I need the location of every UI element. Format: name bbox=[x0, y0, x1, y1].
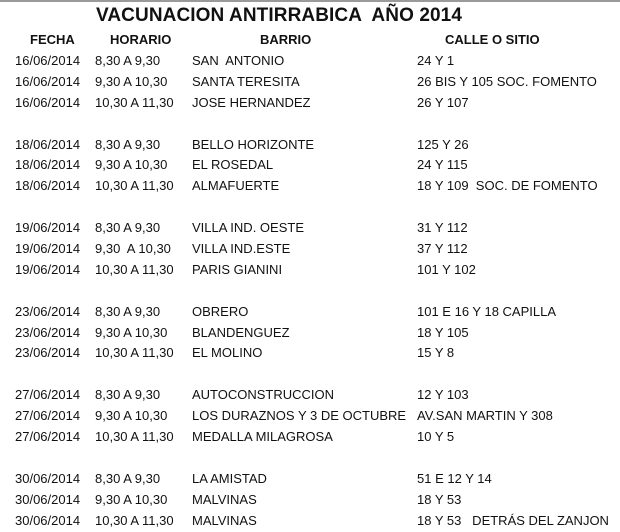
group-spacer bbox=[0, 281, 620, 302]
cell-barrio: VILLA IND. OESTE bbox=[192, 220, 304, 236]
cell-barrio: SAN ANTONIO bbox=[192, 53, 285, 68]
table-row bbox=[0, 51, 620, 72]
cell-horario: 8,30 A 9,30 bbox=[95, 53, 161, 68]
table-row bbox=[0, 260, 620, 281]
cell-horario: 9,30 A 10,30 bbox=[95, 241, 171, 257]
table-row bbox=[0, 218, 620, 239]
group-spacer bbox=[0, 364, 620, 385]
header-calle: CALLE O SITIO bbox=[445, 32, 540, 47]
cell-fecha: 30/06/2014 bbox=[15, 491, 81, 507]
cell-calle: 125 Y 26 bbox=[417, 136, 469, 152]
cell-horario: 8,30 A 9,30 bbox=[95, 470, 161, 486]
cell-barrio: LOS DURAZNOS Y 3 DE OCTUBRE bbox=[192, 408, 407, 424]
header-fecha: FECHA bbox=[30, 32, 75, 47]
cell-calle: 26 Y 107 bbox=[417, 94, 469, 110]
cell-fecha: 19/06/2014 bbox=[15, 220, 81, 236]
cell-horario: 9,30 A 10,30 bbox=[95, 73, 168, 89]
cell-calle: 24 Y 1 bbox=[417, 53, 455, 68]
table-row bbox=[0, 343, 620, 364]
cell-fecha: 23/06/2014 bbox=[15, 324, 81, 340]
cell-fecha: 19/06/2014 bbox=[15, 261, 81, 277]
cell-fecha: 18/06/2014 bbox=[15, 157, 81, 173]
cell-horario: 9,30 A 10,30 bbox=[95, 408, 168, 424]
cell-barrio: EL ROSEDAL bbox=[192, 157, 274, 173]
cell-fecha: 16/06/2014 bbox=[15, 73, 81, 89]
cell-calle: 18 Y 53 DETRÁS DEL ZANJON bbox=[417, 512, 609, 528]
header-horario: HORARIO bbox=[110, 32, 172, 47]
group-spacer bbox=[0, 448, 620, 469]
table-row bbox=[0, 72, 620, 93]
cell-fecha: 23/06/2014 bbox=[15, 345, 81, 361]
cell-horario: 9,30 A 10,30 bbox=[95, 491, 168, 507]
table-row bbox=[0, 176, 620, 197]
table-row bbox=[0, 490, 620, 511]
cell-calle: 18 Y 109 SOC. DE FOMENTO bbox=[417, 178, 598, 194]
cell-barrio: BELLO HORIZONTE bbox=[192, 136, 315, 152]
cell-horario: 8,30 A 9,30 bbox=[95, 303, 161, 319]
cell-fecha: 19/06/2014 bbox=[15, 241, 81, 257]
cell-calle: AV.SAN MARTIN Y 308 bbox=[417, 408, 553, 424]
group-spacer bbox=[0, 114, 620, 135]
table-row bbox=[0, 155, 620, 176]
cell-fecha: 27/06/2014 bbox=[15, 429, 81, 445]
cell-barrio: MALVINAS bbox=[192, 512, 257, 528]
cell-calle: 51 E 12 Y 14 bbox=[417, 470, 492, 486]
cell-calle: 12 Y 103 bbox=[417, 387, 469, 403]
cell-horario: 10,30 A 11,30 bbox=[95, 512, 174, 528]
cell-calle: 26 BIS Y 105 SOC. FOMENTO bbox=[417, 73, 597, 89]
cell-horario: 8,30 A 9,30 bbox=[95, 136, 161, 152]
cell-calle: 15 Y 8 bbox=[417, 345, 455, 361]
cell-barrio: SANTA TERESITA bbox=[192, 73, 300, 89]
table-row bbox=[0, 511, 620, 532]
cell-barrio: VILLA IND.ESTE bbox=[192, 241, 291, 257]
cell-horario: 10,30 A 11,30 bbox=[95, 345, 174, 361]
header-barrio: BARRIO bbox=[260, 32, 312, 47]
cell-horario: 9,30 A 10,30 bbox=[95, 157, 168, 173]
cell-barrio: MALVINAS bbox=[192, 491, 257, 507]
cell-barrio: LA AMISTAD bbox=[192, 470, 267, 486]
cell-horario: 10,30 A 11,30 bbox=[95, 94, 174, 110]
cell-horario: 10,30 A 11,30 bbox=[95, 261, 174, 277]
schedule-table bbox=[0, 51, 620, 531]
cell-fecha: 27/06/2014 bbox=[15, 387, 81, 403]
document-title: VACUNACION ANTIRRABICA AÑO 2014 bbox=[96, 5, 462, 26]
cell-fecha: 27/06/2014 bbox=[15, 408, 81, 424]
table-row bbox=[0, 385, 620, 406]
cell-calle: 37 Y 112 bbox=[417, 241, 468, 257]
cell-fecha: 30/06/2014 bbox=[15, 512, 81, 528]
cell-horario: 8,30 A 9,30 bbox=[95, 220, 161, 236]
table-row bbox=[0, 469, 620, 490]
cell-calle: 18 Y 53 bbox=[417, 491, 462, 507]
cell-fecha: 18/06/2014 bbox=[15, 136, 81, 152]
cell-barrio: BLANDENGUEZ bbox=[192, 324, 290, 340]
cell-calle: 101 Y 102 bbox=[417, 261, 476, 277]
cell-fecha: 23/06/2014 bbox=[15, 303, 81, 319]
cell-fecha: 30/06/2014 bbox=[15, 470, 81, 486]
table-row bbox=[0, 406, 620, 427]
table-row bbox=[0, 302, 620, 323]
cell-barrio: PARIS GIANINI bbox=[192, 261, 283, 277]
cell-barrio: OBRERO bbox=[192, 303, 249, 319]
cell-barrio: AUTOCONSTRUCCION bbox=[192, 387, 335, 403]
table-row bbox=[0, 427, 620, 448]
cell-calle: 18 Y 105 bbox=[417, 324, 469, 340]
table-row bbox=[0, 93, 620, 114]
cell-barrio: JOSE HERNANDEZ bbox=[192, 94, 311, 110]
cell-calle: 10 Y 5 bbox=[417, 429, 455, 445]
table-row bbox=[0, 239, 620, 260]
table-row bbox=[0, 323, 620, 344]
cell-fecha: 18/06/2014 bbox=[15, 178, 81, 194]
group-spacer bbox=[0, 197, 620, 218]
cell-fecha: 16/06/2014 bbox=[15, 53, 81, 68]
cell-horario: 8,30 A 9,30 bbox=[95, 387, 161, 403]
table-row bbox=[0, 135, 620, 156]
cell-barrio: EL MOLINO bbox=[192, 345, 263, 361]
cell-barrio: ALMAFUERTE bbox=[192, 178, 280, 194]
cell-calle: 31 Y 112 bbox=[417, 220, 468, 236]
top-border bbox=[0, 0, 620, 2]
cell-horario: 10,30 A 11,30 bbox=[95, 429, 174, 445]
cell-calle: 24 Y 115 bbox=[417, 157, 468, 173]
cell-calle: 101 E 16 Y 18 CAPILLA bbox=[417, 303, 557, 319]
cell-horario: 10,30 A 11,30 bbox=[95, 178, 174, 194]
cell-barrio: MEDALLA MILAGROSA bbox=[192, 429, 333, 445]
cell-horario: 9,30 A 10,30 bbox=[95, 324, 168, 340]
cell-fecha: 16/06/2014 bbox=[15, 94, 81, 110]
